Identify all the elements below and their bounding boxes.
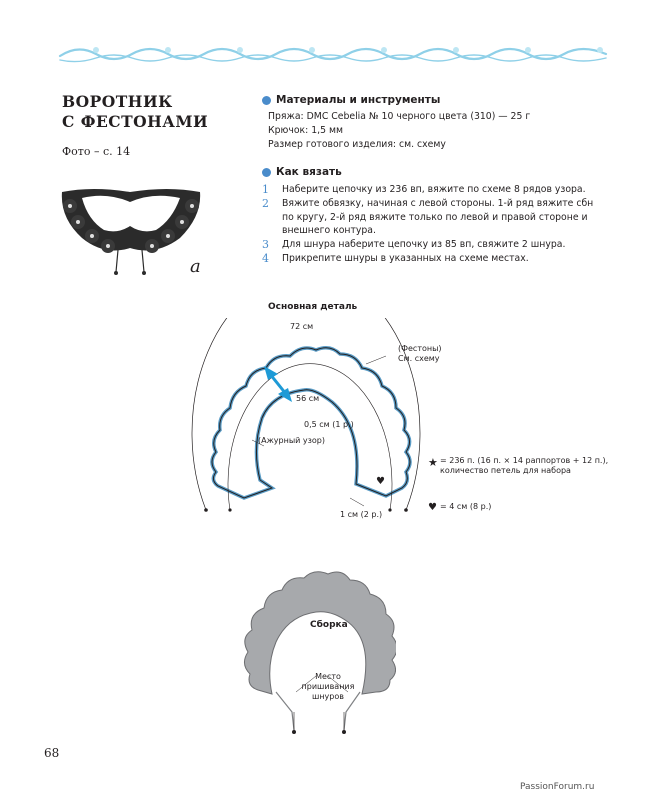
label-05cm: 0,5 см (1 р.)	[304, 420, 354, 429]
materials-size: Размер готового изделия: см. схему	[268, 139, 446, 150]
collar-photo	[52, 176, 210, 280]
assembly-title: Сборка	[310, 620, 348, 630]
materials-hook: Крючок: 1,5 мм	[268, 125, 343, 136]
footer-watermark: PassionForum.ru	[520, 782, 595, 792]
step-3: 3 Для шнура наберите цепочку из 85 вп, свяжите 2 шнура.	[262, 238, 566, 251]
bullet-dot-icon	[262, 96, 271, 105]
materials-yarn: Пряжа: DMC Cebelia № 10 черного цвета (310) — 25 г	[268, 111, 531, 122]
heart-icon: ♥	[376, 476, 385, 487]
label-festoons: (Фестоны) См. схему	[398, 344, 442, 363]
label-56cm: 56 см	[296, 394, 320, 403]
legend-heart: ♥ = 4 см (8 р.)	[428, 502, 492, 513]
legend-star: ★ = 236 п. (16 п. × 14 раппортов + 12 п.), количество петель для набора	[428, 456, 609, 475]
title-line-1: ВОРОТНИК	[62, 92, 173, 111]
materials-heading: Материалы и инструменты	[262, 94, 440, 106]
photo-letter: a	[190, 256, 201, 277]
heart-icon: ♥	[428, 502, 437, 513]
label-72cm: 72 см	[290, 322, 314, 331]
assembly-diagram	[236, 562, 396, 742]
title-line-2: С ФЕСТОНАМИ	[62, 112, 209, 131]
photo-reference: Фото – с. 14	[62, 145, 131, 158]
materials-list	[268, 110, 530, 152]
step-1: 1 Наберите цепочку из 236 вп, вяжите по схеме 8 рядов узора.	[262, 183, 586, 196]
diagram-title: Основная деталь	[268, 302, 358, 312]
assembly-place-label: Место пришивания шнуров	[301, 672, 355, 701]
step-4: 4 Прикрепите шнуры в указанных на схеме местах.	[262, 252, 529, 265]
step-2: 2 Вяжите обвязку, начиная с левой стороны. 1-й ряд вяжите сбн по кругу, 2-й ряд вяжите только по левой и правой стороне и внешнего контура.	[262, 197, 594, 236]
howto-steps	[262, 183, 597, 266]
star-icon: ★	[428, 456, 438, 469]
decorative-border	[58, 42, 610, 66]
howto-heading: Как вязать	[262, 166, 342, 178]
bullet-dot-icon	[262, 168, 271, 177]
page-title	[62, 92, 208, 132]
label-lace-pattern: (Ажурный узор)	[258, 436, 325, 445]
label-1cm: 1 см (2 р.)	[340, 510, 383, 519]
page-number: 68	[44, 746, 60, 760]
